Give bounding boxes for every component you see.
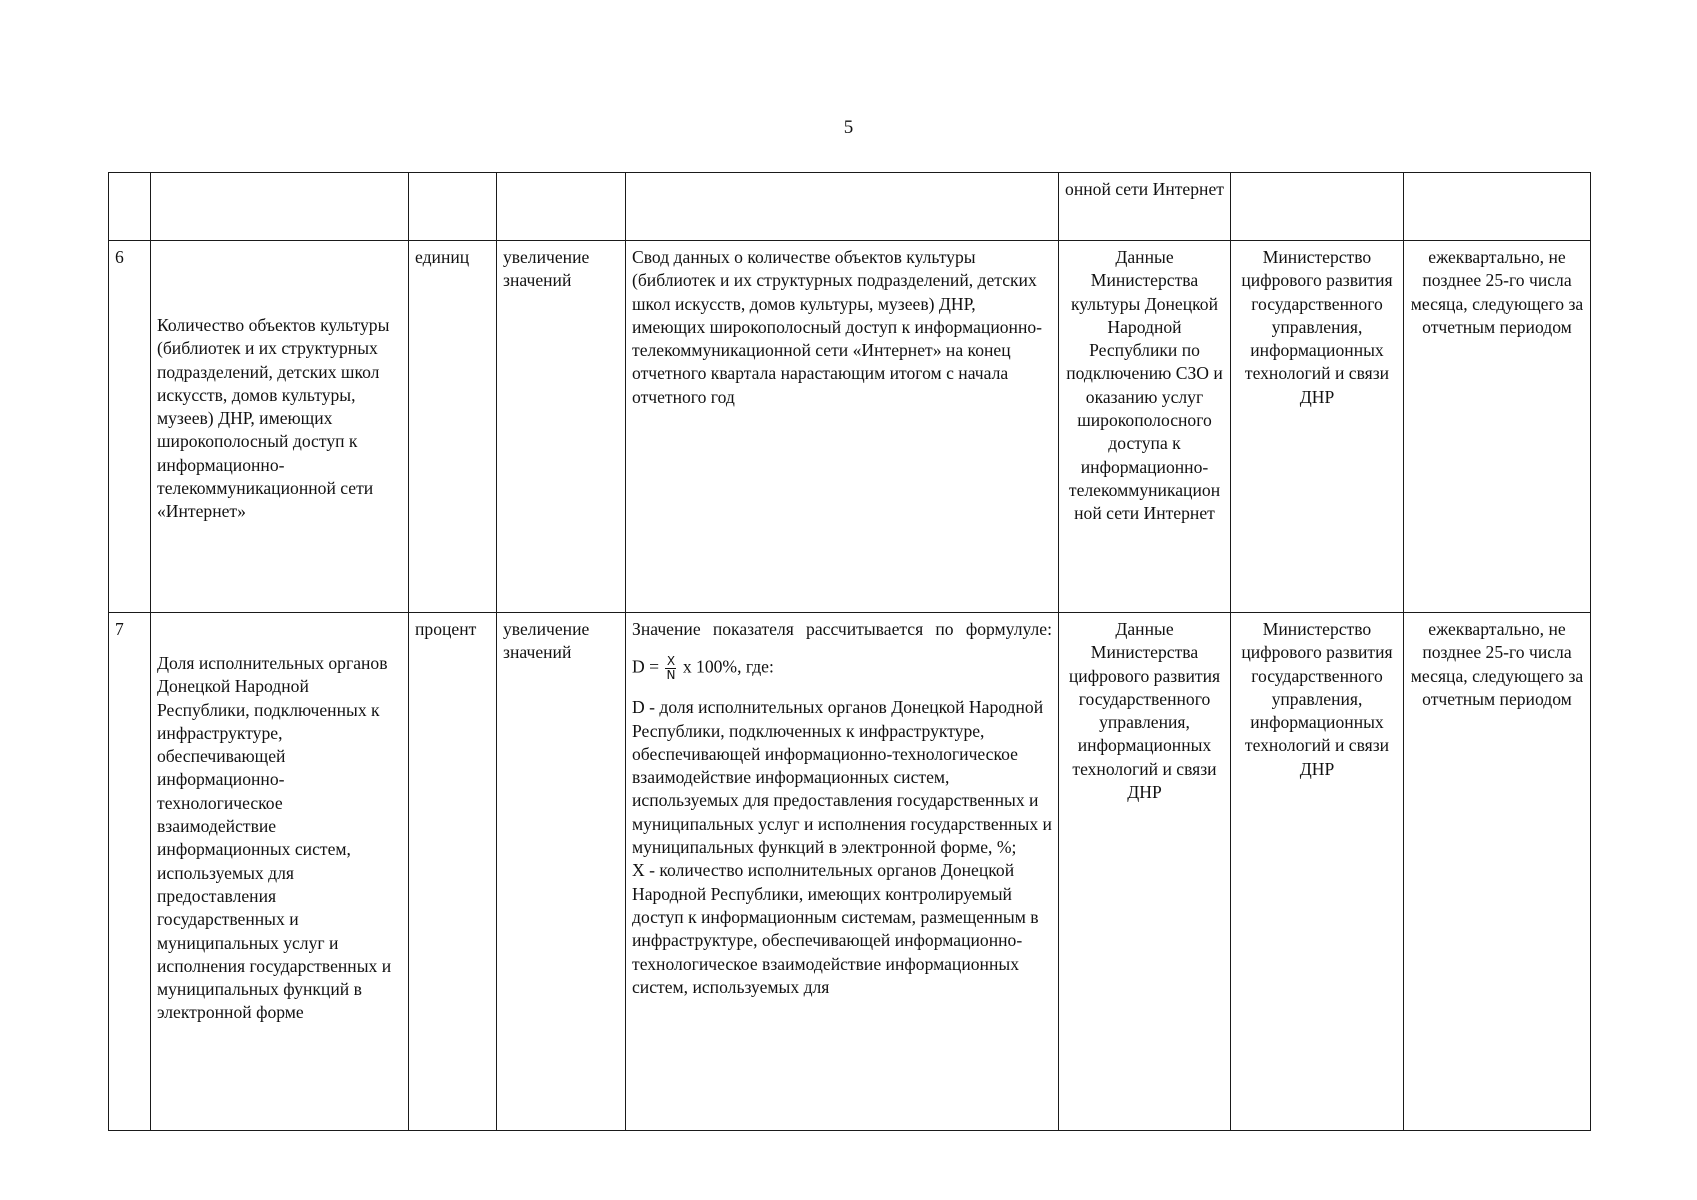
indicator-name-text: Доля исполнительных органов Донецкой Народной Республики, подключенных к инфраструктуре, обеспечивающей информационно-технологическое взаимодействие информационных систем, используемых для предоставления государственных и муниципальных услуг и исполнения государственных и муниципальных функций в электронной форме [157,653,392,1023]
method-definition-x: X - количество исполнительных органов Донецкой Народной Республики, имеющих контролируемый доступ к информационным системам, размещенным в инфраструктуре, обеспечивающей информационно-технологическое взаимодействие информационных систем, используемых для [632,860,1039,997]
table-row [109,241,1591,613]
cell-unit: процент [409,613,497,1131]
formula-lhs: D = [632,656,660,677]
cell-number: 6 [109,241,151,613]
cell-number: 7 [109,613,151,1131]
formula-fraction [665,655,676,682]
cell-indicator-name [151,613,409,1131]
cell-direction: увеличение значений [497,241,626,613]
cell-direction [497,173,626,241]
formula [632,655,1052,682]
formula-denominator: N [666,668,676,683]
cell-direction: увеличение значений [497,613,626,1131]
cell-method [626,613,1059,1131]
cell-unit: единиц [409,241,497,613]
page-number: 5 [843,117,854,138]
cell-number [109,173,151,241]
method-intro: Значение показателя рассчитывается по формулуле: [632,619,1052,639]
cell-period [1404,173,1591,241]
cell-responsible: Министерство цифрового развития государственного управления, информационных технологий и связи ДНР [1231,613,1404,1131]
cell-responsible [1231,173,1404,241]
cell-responsible: Министерство цифрового развития государственного управления, информационных технологий и связи ДНР [1231,241,1404,613]
cell-method: Свод данных о количестве объектов культуры (библиотек и их структурных подразделений, детских школ искусств, домов культуры, музеев) ДНР, имеющих широкополосный доступ к информационно-телекоммуникационной сети «Интернет» на конец отчетного квартала нарастающим итогом с начала отчетного год [626,241,1059,613]
cell-period: ежеквартально, не позднее 25-го числа месяца, следующего за отчетным периодом [1404,241,1591,613]
formula-numerator: X [666,654,676,669]
cell-source: онной сети Интернет [1059,173,1231,241]
cell-unit [409,173,497,241]
indicator-name-text: Количество объектов культуры (библиотек и их структурных подразделений, детских школ искусств, домов культуры, музеев) ДНР, имеющих широкополосный доступ к информационно-телекоммуникационной сети «Интернет» [157,315,390,522]
indicators-table [108,172,1591,1131]
table-row [109,173,1591,241]
formula-rhs: x 100%, где: [682,656,774,677]
cell-indicator-name [151,241,409,613]
cell-source: Данные Министерства цифрового развития государственного управления, информационных технологий и связи ДНР [1059,613,1231,1131]
cell-source: Данные Министерства культуры Донецкой Народной Республики по подключению СЗО и оказанию услуг широкополосного доступа к информационно-телекоммуникационной сети Интернет [1059,241,1231,613]
table-row [109,613,1591,1131]
cell-period: ежеквартально, не позднее 25-го числа месяца, следующего за отчетным периодом [1404,613,1591,1131]
method-definition-d: D - доля исполнительных органов Донецкой Народной Республики, подключенных к инфраструктуре, обеспечивающей информационно-технологическое взаимодействие информационных систем, используемых для предоставления государственных и муниципальных услуг и исполнения государственных и муниципальных функций в электронной форме, %; [632,697,1052,858]
cell-indicator-name [151,173,409,241]
cell-method [626,173,1059,241]
